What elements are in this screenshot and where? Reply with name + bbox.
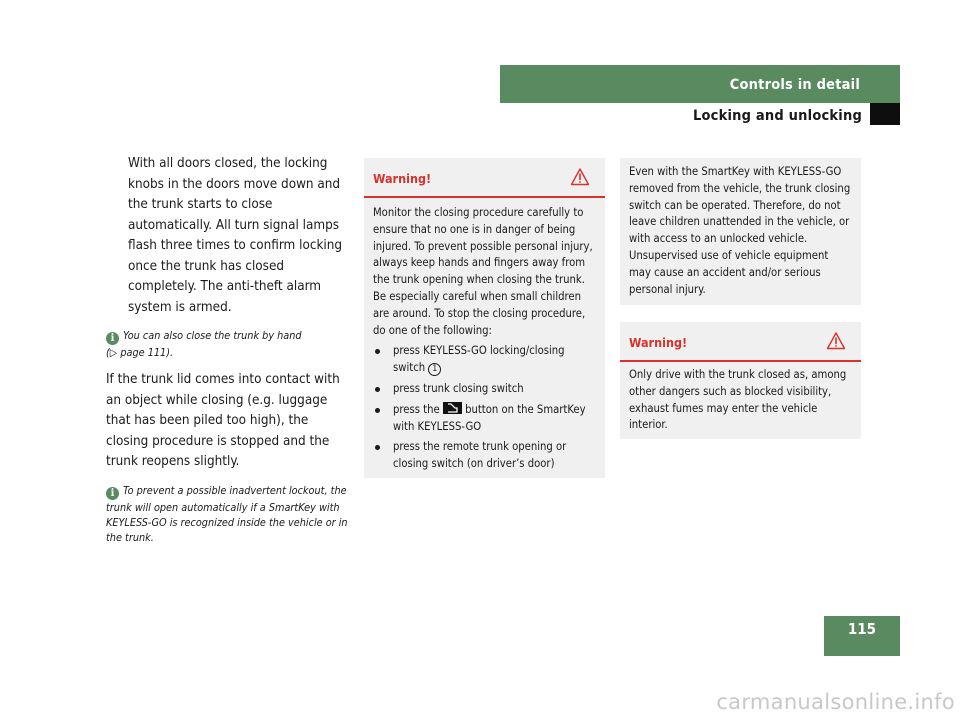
info-box-keyless: [620, 158, 861, 305]
warning-box-closing: [364, 158, 605, 478]
trunk-button-icon: [443, 402, 462, 414]
info-icon: i: [106, 332, 119, 345]
list-item-text: press KEYLESS-GO locking/closing switch: [393, 344, 565, 375]
list-item-text: press trunk closing switch: [393, 381, 524, 395]
note-text: You can also close the trunk by hand: [123, 329, 302, 342]
warning-triangle-icon: [826, 331, 846, 351]
info-note-close-by-hand: [106, 328, 351, 360]
bullet-dot: [375, 387, 380, 392]
left-column: [106, 154, 351, 555]
list-item-text: press the remote trunk opening or closing switch (on driver’s door): [393, 440, 567, 471]
paragraph-locking: With all doors closed, the locking knobs in the doors move down and the trunk starts to close automatically. All turn signal lamps flash three times to confirm locking once the trunk has closed completely. The anti-theft alarm system is armed.: [128, 156, 343, 315]
stop-procedure-list: [364, 343, 605, 473]
page-number: 115: [824, 616, 900, 656]
list-item-text: button on the SmartKey with KEYLESS-GO: [393, 402, 586, 433]
warning-header: [620, 322, 861, 362]
page-reference: (▷ page 111).: [106, 346, 174, 359]
info-box-text: Even with the SmartKey with KEYLESS-GO removed from the vehicle, the trunk closing switch can be operated. Therefore, do not leave children unattended in the vehicle, or with access to an unlocked vehicle. Unsupervised use of vehicle equipment may cause an accident and/or serious personal injury.: [629, 165, 851, 296]
paragraph-obstruction: If the trunk lid comes into contact with an object while closing (e.g. luggage that has been piled too high), the closing procedure is stopped and the trunk reopens slightly.: [106, 372, 340, 470]
warning-header: [364, 158, 605, 198]
bullet-dot: [375, 408, 380, 413]
watermark: carmanualsonline.info: [716, 690, 955, 714]
list-item: [373, 343, 596, 377]
section-title: Controls in detail: [729, 77, 860, 93]
bullet-dot: [375, 349, 380, 354]
section-marker: [870, 103, 900, 125]
note-text: To prevent a possible inadvertent lockout, the trunk will open automatically if a SmartKey with KEYLESS-GO is recognized inside the vehicle or in the trunk.: [106, 483, 348, 545]
warning-text: Monitor the closing procedure carefully to ensure that no one is in danger of being injured. To prevent possible personal injury, always keep hands and fingers away from the trunk opening when closing the trunk. Be especially careful when small children are around. To stop the closing procedure, do one of the following:: [373, 206, 593, 337]
bullet-dot: [375, 445, 380, 450]
list-item: [373, 439, 596, 473]
list-item: [373, 402, 596, 436]
list-item-text: press the: [393, 402, 440, 416]
subsection-title: Locking and unlocking: [693, 108, 862, 124]
info-note-lockout: [106, 483, 351, 546]
info-icon: i: [106, 487, 119, 500]
warning-title: Warning!: [629, 335, 688, 350]
callout-number: 1: [428, 363, 441, 376]
section-header: [500, 65, 900, 103]
list-item: [373, 381, 596, 398]
warning-triangle-icon: [570, 167, 590, 187]
warning-text: Only drive with the trunk closed as, among other dangers such as blocked visibility, exhaust fumes may enter the vehicle interior.: [629, 368, 847, 432]
warning-box-driving: [620, 322, 861, 439]
warning-title: Warning!: [373, 171, 432, 186]
